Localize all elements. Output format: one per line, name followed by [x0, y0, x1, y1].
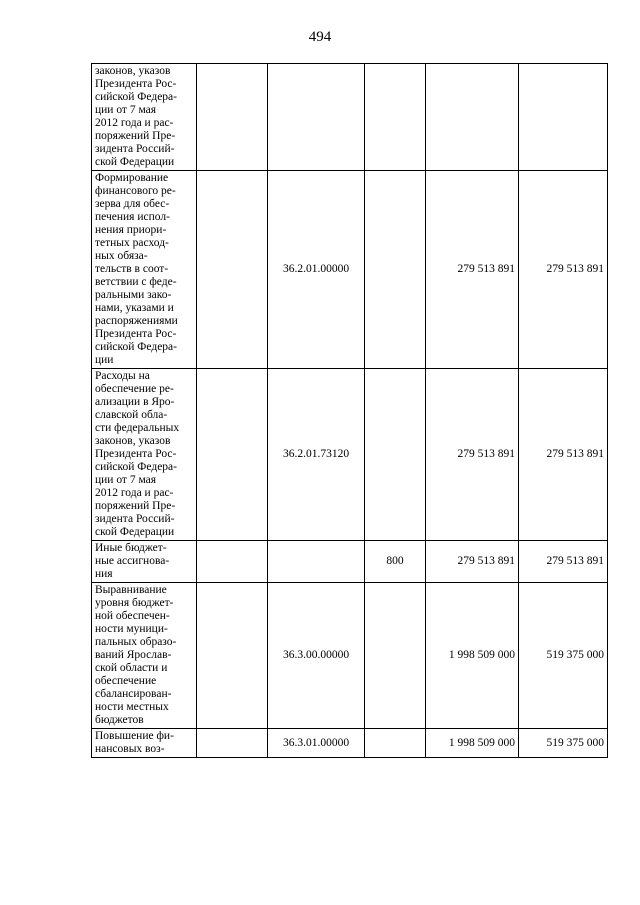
- table-row: [92, 583, 608, 729]
- expense-type-cell: [365, 171, 426, 369]
- row-name-cell: Повышение фи- нансовых воз-: [92, 729, 197, 758]
- expense-type-cell: [365, 583, 426, 729]
- amount-2-cell: 519 375 000: [519, 583, 608, 729]
- program-code-cell: 36.3.00.00000: [268, 583, 365, 729]
- amount-1-cell: 279 513 891: [426, 171, 519, 369]
- program-code-cell: 36.2.01.00000: [268, 171, 365, 369]
- page-number: 494: [308, 29, 332, 45]
- row-name-cell: Выравнивание уровня бюджет- ной обеспечен- ности муници- пальных образо- ваний Ярослав- ской области и обеспечение сбалансирован- ности местных бюджетов: [92, 583, 197, 729]
- table-row: [92, 64, 608, 171]
- amount-1-cell: 1 998 509 000: [426, 583, 519, 729]
- row-name-cell: Формирование финансового ре- зерва для обес- печения испол- нения приори- тетных расход- ных обяза- тельств в соот- ветствии с феде- ральными зако- нами, указами и распоряжениями Президента Рос- сийской Федера- ции: [92, 171, 197, 369]
- empty-cell: [197, 369, 268, 541]
- program-code-cell: 36.2.01.73120: [268, 369, 365, 541]
- table-row: [92, 541, 608, 583]
- empty-cell: [197, 729, 268, 758]
- table-row: [92, 171, 608, 369]
- amount-2-cell: [519, 64, 608, 171]
- empty-cell: [197, 171, 268, 369]
- table-row: [92, 369, 608, 541]
- empty-cell: [197, 64, 268, 171]
- row-name-cell: законов, указов Президента Рос- сийской Федера- ции от 7 мая 2012 года и рас- поряжений Пре- зидента Россий- ской Федерации: [92, 64, 197, 171]
- empty-cell: [197, 583, 268, 729]
- table-row: [92, 729, 608, 758]
- amount-2-cell: 519 375 000: [519, 729, 608, 758]
- amount-1-cell: [426, 64, 519, 171]
- row-name-cell: Расходы на обеспечение ре- ализации в Яро- славской обла- сти федеральных законов, указов Президента Рос- сийской Федера- ции от 7 мая 2012 года и рас- поряжений Пре- зидента Россий- ской Федерации: [92, 369, 197, 541]
- program-code-cell: [268, 64, 365, 171]
- expense-type-cell: 800: [365, 541, 426, 583]
- amount-2-cell: 279 513 891: [519, 541, 608, 583]
- amount-1-cell: 1 998 509 000: [426, 729, 519, 758]
- empty-cell: [197, 541, 268, 583]
- program-code-cell: [268, 541, 365, 583]
- amount-2-cell: 279 513 891: [519, 369, 608, 541]
- row-name-cell: Иные бюджет- ные ассигнова- ния: [92, 541, 197, 583]
- amount-1-cell: 279 513 891: [426, 369, 519, 541]
- expense-type-cell: [365, 729, 426, 758]
- expense-type-cell: [365, 369, 426, 541]
- budget-table: [91, 63, 608, 758]
- amount-2-cell: 279 513 891: [519, 171, 608, 369]
- expense-type-cell: [365, 64, 426, 171]
- program-code-cell: 36.3.01.00000: [268, 729, 365, 758]
- amount-1-cell: 279 513 891: [426, 541, 519, 583]
